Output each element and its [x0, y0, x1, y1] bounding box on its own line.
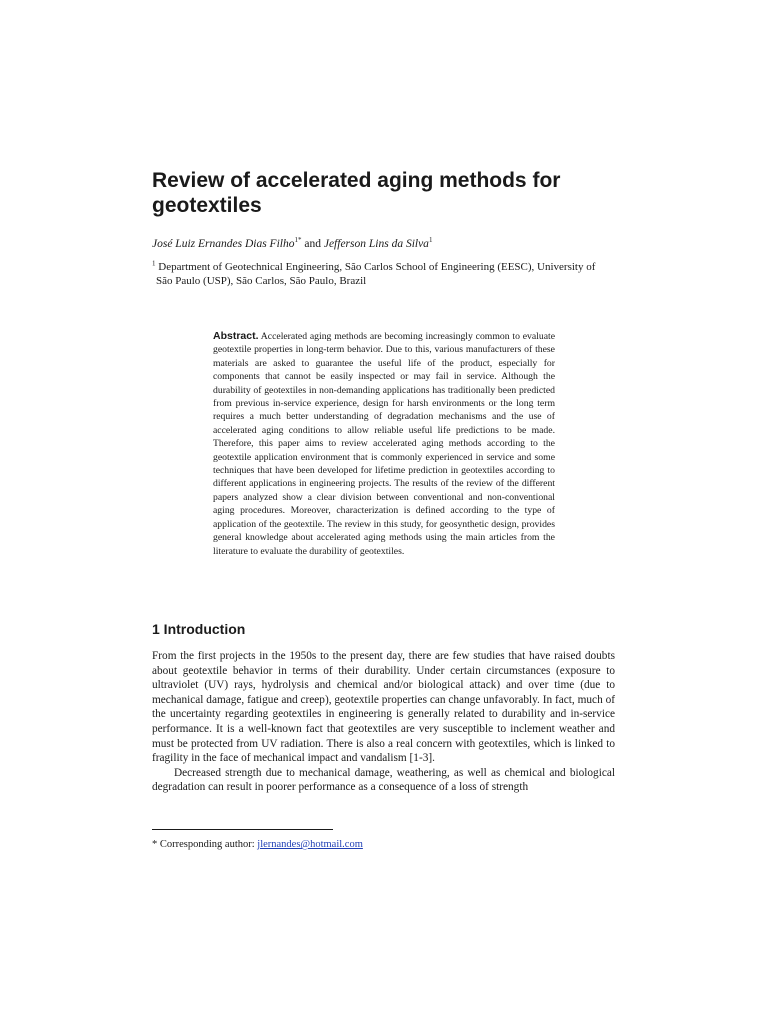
footnote	[152, 838, 612, 852]
footnote-marker: *	[152, 839, 158, 850]
affiliation	[152, 260, 622, 288]
affiliation-line: Department of Geotechnical Engineering, São Carlos School of Engineering (EESC), University of	[155, 261, 596, 273]
abstract-text: Accelerated aging methods are becoming increasingly common to evaluate geotextile properties in long-term behavior. Due to this, various manufacturers of these materials are asked to guarantee the useful life of the product, especially for components that cannot be easily inspected or may fail in service. Although the durability of geotextiles in non-demanding applications has traditionally been predicted from previous in-service experience, design for harsh environments or the long term requires a much better understanding of degradation mechanisms and the use of accelerated aging conditions to allow reliable useful life predictions to be made. Therefore, this paper aims to review accelerated aging methods according to the geotextile application environment that is commonly experienced in service and some techniques that have been developed for lifetime prediction in geotextiles according to different applications in engineering projects. The results of the review of the different papers analyzed show a clear division between conventional and non-conventional aging procedures. Moreover, characterization is defined according to the type of application of the geotextile. The review in this study, for geosynthetic design, provides general knowledge about accelerated aging methods using the main articles from the literature to evaluate the durability of geotextiles.	[213, 331, 555, 557]
abstract	[213, 330, 555, 558]
abstract-label: Abstract.	[213, 330, 259, 342]
paper-title: Review of accelerated aging methods for geotextiles	[152, 169, 561, 217]
body-paragraph: Decreased strength due to mechanical damage, weathering, as well as chemical and biological degradation can result in poorer performance as a consequence of a loss of strength	[152, 766, 615, 794]
footnote-label: Corresponding author:	[157, 839, 258, 850]
affiliation-superscript: 1	[152, 259, 156, 268]
author-name: Jefferson Lins da Silva	[323, 238, 429, 250]
author-line	[152, 236, 622, 252]
body-paragraph: From the first projects in the 1950s to the present day, there are few studies that have raised doubts about geotextile behavior in terms of their durability. Under certain circumstances (exposure to ultraviolet (UV) rays, hydrolysis and chemical and/or biological attack) and over time (due to mechanical damage, fatigue and creep), geotextile properties can change unfavorably. In fact, much of the uncertainty regarding geotextiles in engineering is generally related to durability and in-service performance. It is a well-known fact that geotextiles are very susceptible to inclement weather and must be protected from UV radiation. There is also a real concern with geotextiles, which is linked to fragility in the face of mechanical impact and vandalism [1-3].	[152, 650, 615, 765]
author-connector: and	[301, 238, 324, 250]
affiliation-line: São Paulo (USP), São Carlos, São Paulo, Brazil	[156, 275, 367, 287]
author-superscript: 1	[428, 236, 433, 245]
author-superscript: 1*	[294, 236, 302, 245]
footnote-divider	[152, 829, 333, 830]
author-name: José Luiz Ernandes Dias Filho	[152, 238, 295, 250]
section-heading: 1 Introduction	[152, 621, 246, 637]
introduction-body	[152, 649, 615, 795]
email-link[interactable]: jlernandes@hotmail.com	[257, 839, 363, 850]
